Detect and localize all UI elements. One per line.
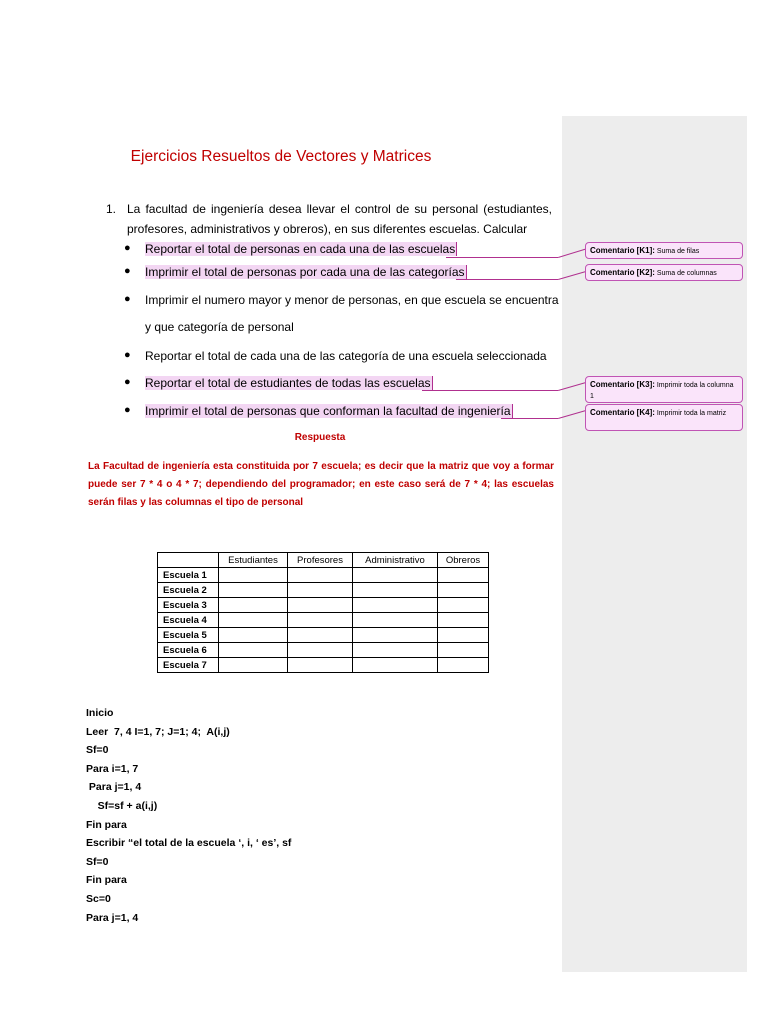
table-header-row [158, 553, 489, 568]
code-line: Sf=sf + a(i,j) [86, 799, 158, 812]
bullet-icon: ● [124, 265, 131, 277]
comment-anchor-line [456, 279, 558, 280]
column-header: Profesores [288, 553, 353, 568]
column-header: Administrativo [353, 553, 438, 568]
table-cell [288, 583, 353, 598]
table-row [158, 583, 489, 598]
bullet-icon: ● [124, 293, 131, 305]
comment-label: Comentario [K4]: [590, 408, 655, 417]
table-cell [353, 598, 438, 613]
column-header: Estudiantes [219, 553, 288, 568]
table-cell [288, 613, 353, 628]
table-cell [353, 568, 438, 583]
row-header: Escuela 3 [158, 598, 219, 613]
table-cell [219, 583, 288, 598]
comment-text: Suma de filas [656, 248, 700, 255]
table-row [158, 628, 489, 643]
table-row [158, 658, 489, 673]
code-line: Sc=0 [86, 892, 111, 905]
comment-label: Comentario [K2]: [590, 268, 655, 277]
table-cell [438, 628, 489, 643]
table-cell [288, 568, 353, 583]
code-line: Para j=1, 4 [86, 781, 142, 794]
table-cell [438, 598, 489, 613]
table-cell [219, 568, 288, 583]
table-cell [353, 643, 438, 658]
table-cell [438, 568, 489, 583]
row-header: Escuela 4 [158, 613, 219, 628]
row-header: Escuela 2 [158, 583, 219, 598]
answer-heading: Respuesta [294, 432, 346, 443]
table-cell [353, 658, 438, 673]
code-line: Para i=1, 7 [86, 762, 139, 775]
bullet-text[interactable]: Imprimir el total de personas que conforman la facultad de ingeniería [145, 404, 511, 418]
table-cell [219, 628, 288, 643]
table-row [158, 643, 489, 658]
document-title: Ejercicios Resueltos de Vectores y Matrices [130, 148, 432, 165]
table-cell [353, 628, 438, 643]
comment-anchor-line [501, 418, 558, 419]
table-cell [288, 628, 353, 643]
comment-label: Comentario [K1]: [590, 246, 655, 255]
code-line: Sf=0 [86, 744, 109, 757]
bullet-text: y que categoría de personal [145, 320, 294, 334]
code-line: Fin para [86, 818, 127, 831]
table-cell [438, 643, 489, 658]
comment-balloon-k3[interactable] [585, 376, 743, 403]
row-header: Escuela 5 [158, 628, 219, 643]
comment-text: Suma de columnas [656, 270, 717, 277]
bullet-text[interactable]: Reportar el total de personas en cada una de las escuelas [145, 242, 456, 256]
table-cell [288, 658, 353, 673]
comment-label: Comentario [K3]: [590, 380, 655, 389]
table-row [158, 598, 489, 613]
code-line: Fin para [86, 874, 127, 887]
exercise-intro [106, 199, 552, 239]
matrix-table [157, 552, 489, 673]
table-cell [219, 613, 288, 628]
bullet-text[interactable]: Reportar el total de estudiantes de todas las escuelas [145, 376, 431, 390]
table-corner-cell [158, 553, 219, 568]
bullet-text[interactable]: Imprimir el total de personas por cada una de las categorías [145, 265, 465, 279]
table-cell [219, 658, 288, 673]
table-cell [438, 658, 489, 673]
bullet-icon: ● [124, 349, 131, 361]
column-header: Obreros [438, 553, 489, 568]
row-header: Escuela 7 [158, 658, 219, 673]
code-line: Leer 7, 4 I=1, 7; J=1; 4; A(i,j) [86, 725, 230, 738]
bullet-text: Imprimir el numero mayor y menor de personas, en que escuela se encuentra [145, 293, 559, 307]
bullet-icon: ● [124, 404, 131, 416]
table-row [158, 568, 489, 583]
table-row [158, 613, 489, 628]
comment-balloon-k4[interactable] [585, 404, 743, 431]
bullet-icon: ● [124, 242, 131, 254]
table-cell [438, 613, 489, 628]
code-line: Escribir “el total de la escuela ‘, i, ‘ es’, sf [86, 837, 292, 850]
table-cell [219, 598, 288, 613]
comment-balloon-k1[interactable] [585, 242, 743, 259]
table-cell [353, 613, 438, 628]
comment-text: Imprimir toda la matriz [656, 410, 727, 417]
code-line: Para j=1, 4 [86, 911, 139, 924]
intro-text: La facultad de ingeniería desea llevar el control de su personal (estudiantes, profesores, administrativos y obreros), en sus diferentes escuelas. Calcular [127, 202, 552, 236]
bullet-text: Reportar el total de cada una de las categoría de una escuela seleccionada [145, 349, 547, 363]
table-cell [353, 583, 438, 598]
list-number: 1. [106, 202, 117, 216]
comment-balloon-k2[interactable] [585, 264, 743, 281]
row-header: Escuela 6 [158, 643, 219, 658]
comment-anchor-line [446, 257, 558, 258]
code-line: Inicio [86, 707, 114, 719]
table-cell [288, 643, 353, 658]
bullet-icon: ● [124, 376, 131, 388]
pseudocode-block [86, 704, 291, 927]
code-line: Sf=0 [86, 855, 109, 868]
table-cell [288, 598, 353, 613]
answer-paragraph: La Facultad de ingeniería esta constituida por 7 escuela; es decir que la matriz que voy a formar puede ser 7 * 4 o 4 * 7; dependiendo del programador; en este caso será de 7 * 4; las escuelas serán filas y las columnas el tipo de personal [88, 461, 554, 508]
comment-anchor-line [422, 390, 558, 391]
comment-text: Imprimir toda la columna 1 [590, 382, 734, 400]
table-cell [219, 643, 288, 658]
table-cell [438, 583, 489, 598]
row-header: Escuela 1 [158, 568, 219, 583]
